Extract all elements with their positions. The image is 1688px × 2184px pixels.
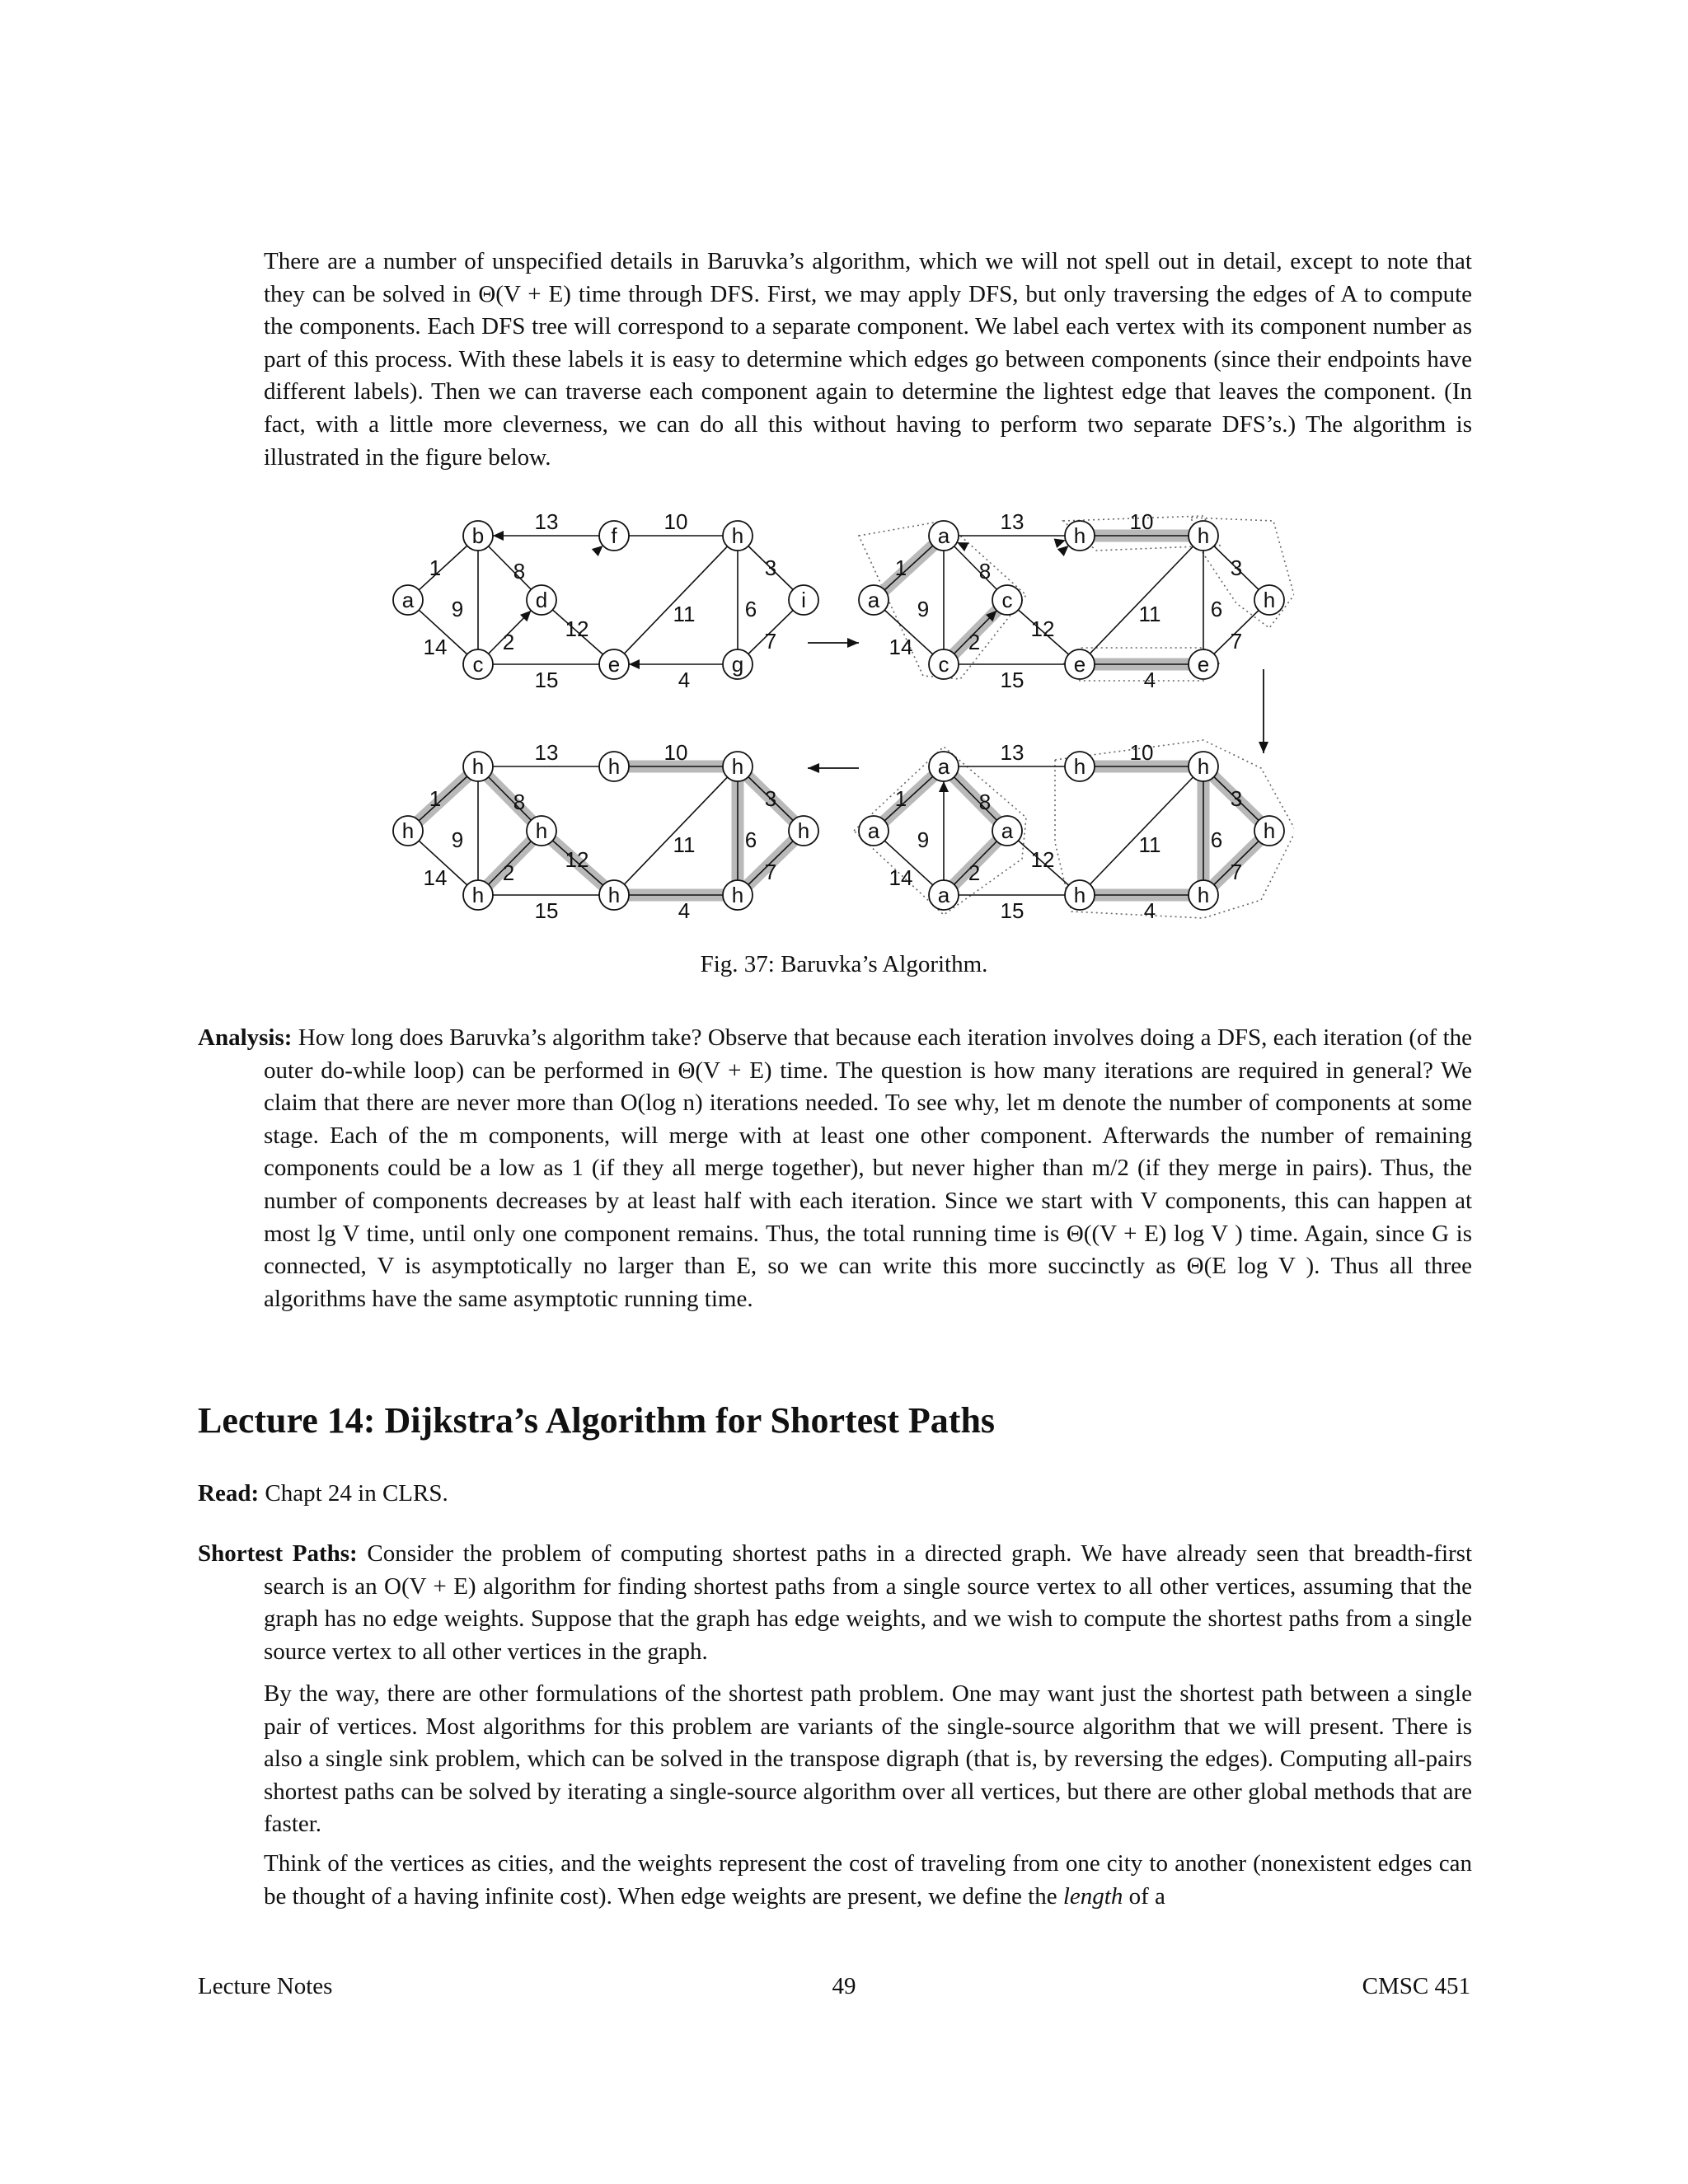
- vertex-label: h: [797, 818, 810, 843]
- vertex-label: g: [731, 652, 744, 677]
- graph-edge: [614, 766, 738, 895]
- edge-weight: 1: [429, 555, 442, 580]
- transition-arrowhead: [1259, 742, 1268, 753]
- paragraph-3-start: Think of the vertices as cities, and the weights represent the cost of traveling from one city to another (nonexistent edges can be thought of a having infinite cost). When edge weights are present, we define the: [264, 1850, 1472, 1910]
- edge-weight: 8: [513, 559, 526, 583]
- vertex-label: e: [1197, 652, 1210, 677]
- edge-weight: 12: [1030, 847, 1055, 872]
- edge-weight: 8: [978, 559, 992, 583]
- edge-weight: 3: [1230, 555, 1243, 580]
- vertex-label: h: [731, 883, 744, 907]
- figure-caption: Fig. 37: Baruvka’s Algorithm.: [700, 951, 988, 977]
- panel-2: [859, 509, 1294, 692]
- vertex-label: h: [731, 754, 744, 779]
- edge-weight: 8: [978, 790, 992, 814]
- edge-weight: 10: [1129, 509, 1154, 534]
- edge-arrowhead: [1054, 539, 1066, 548]
- edge-weight: 1: [894, 555, 907, 580]
- edge-weight: 2: [968, 860, 981, 885]
- edge-weight: 15: [534, 898, 559, 923]
- transition-arrowhead: [847, 638, 859, 648]
- vertex-label: h: [1263, 588, 1276, 612]
- edge-weight: 14: [889, 635, 913, 659]
- vertex-label: f: [611, 523, 617, 548]
- vertex-label: h: [401, 818, 415, 843]
- vertex-label: h: [471, 883, 485, 907]
- edge-weight: 11: [673, 832, 696, 857]
- shortest-paths-paragraph: [198, 1538, 1472, 1668]
- vertex-label: h: [607, 883, 621, 907]
- analysis-label: Analysis:: [198, 1024, 293, 1051]
- footer-left: Lecture Notes: [198, 1973, 333, 1999]
- shortest-paths-text: Consider the problem of computing shortest paths in a directed graph. We have already seen that breadth-first search is an O(V + E) algorithm for finding shortest paths from a single source vertex to all other vertices, assuming that the graph has no edge weights. Suppose that the graph has edge weights, and we wish to compute the shortest paths from a single source vertex to all other vertices in the graph.: [264, 1540, 1473, 1665]
- edge-weight: 2: [502, 860, 515, 885]
- vertex-label: b: [471, 523, 485, 548]
- edge-weight: 10: [1129, 740, 1154, 765]
- panel-4: [854, 740, 1294, 923]
- edge-weight: 4: [678, 668, 691, 692]
- edge-weight: 13: [534, 740, 559, 765]
- vertex-label: h: [1197, 754, 1210, 779]
- shortest-paths-label: Shortest Paths:: [198, 1540, 358, 1567]
- vertex-label: a: [937, 883, 950, 907]
- vertex-label: a: [867, 818, 880, 843]
- edge-weight: 9: [451, 597, 464, 621]
- vertex-label: a: [1001, 818, 1014, 843]
- vertex-label: h: [731, 523, 744, 548]
- edge-weight: 12: [565, 616, 589, 641]
- edge-weight: 7: [1230, 629, 1243, 654]
- edge-weight: 1: [429, 786, 442, 811]
- edge-arrowhead: [493, 531, 504, 541]
- vertex-label: c: [1001, 588, 1013, 612]
- graph-edge: [1080, 766, 1203, 895]
- edge-weight: 4: [1143, 898, 1156, 923]
- footer-page-number: 49: [832, 1973, 856, 1999]
- paragraph-3-end: of a: [1128, 1882, 1165, 1910]
- edge-weight: 11: [673, 602, 696, 626]
- vertex-label: h: [1263, 818, 1276, 843]
- edge-arrowhead: [629, 659, 640, 669]
- vertex-label: i: [801, 588, 806, 612]
- vertex-label: h: [1197, 523, 1210, 548]
- paragraph-3-italic: length: [1062, 1882, 1123, 1910]
- edge-weight: 4: [1143, 668, 1156, 692]
- vertex-label: a: [937, 523, 950, 548]
- graph-edge: [614, 536, 738, 664]
- vertex-label: a: [401, 588, 415, 612]
- edge-weight: 15: [534, 668, 559, 692]
- vertex-label: a: [937, 754, 950, 779]
- edge-weight: 2: [968, 630, 981, 654]
- edge-weight: 3: [764, 555, 777, 580]
- read-line: [198, 1477, 448, 1510]
- edge-weight: 7: [764, 860, 777, 884]
- edge-weight: 14: [423, 635, 448, 659]
- edge-weight: 6: [744, 597, 757, 621]
- graph-edge: [1080, 536, 1203, 664]
- analysis-text: How long does Baruvka’s algorithm take? Observe that because each iteration involves doing a DFS, each iteration (of the outer do-while loop) can be performed in Θ(V + E) time. The question is how many iterations are required in general? We claim that there are never more than O(log n) iterations needed. To see why, let m denote the number of components at some stage. Each of the m components, will merge with at least one other component. Afterwards the number of remaining components could be a low as 1 (if they all merge together), but never higher than m/2 (if they merge in pairs). Thus, the number of components decreases by at least half with each iteration. Since we start with V components, this can happen at most lg V time, until only one component remains. Thus, the total running time is Θ((V + E) log V ) time. Again, since G is connected, V is asymptotically no larger than E, so we can write this more succinctly as Θ(E log V ). Thus all three algorithms have the same asymptotic running time.: [264, 1024, 1472, 1312]
- edge-weight: 10: [663, 740, 688, 765]
- shortest-paths-paragraph-2: By the way, there are other formulations of the shortest path problem. One may want just the shortest path between a single pair of vertices. Most algorithms for this problem are variants of the single-source algorithm that we will present. There is also a single sink problem, which can be solved in the transpose digraph (that is, by reversing the edges). Computing all-pairs shortest paths can be solved by iterating a single-source algorithm over all vertices, but there are other global methods that are faster.: [264, 1680, 1472, 1838]
- edge-weight: 13: [534, 509, 559, 534]
- edge-weight: 3: [764, 786, 777, 811]
- footer-right: CMSC 451: [1362, 1973, 1470, 1999]
- vertex-label: h: [1073, 754, 1086, 779]
- edge-weight: 9: [917, 597, 930, 621]
- edge-weight: 10: [663, 509, 688, 534]
- edge-weight: 15: [1000, 668, 1025, 692]
- edge-weight: 6: [1210, 597, 1223, 621]
- baruvka-figure: [387, 504, 1294, 933]
- vertex-label: d: [535, 588, 548, 612]
- edge-arrowhead: [592, 546, 603, 556]
- edge-weight: 6: [744, 827, 757, 852]
- lecture-heading: Lecture 14: Dijkstra’s Algorithm for Shortest Paths: [198, 1400, 996, 1441]
- vertex-label: h: [1073, 523, 1086, 548]
- read-label: Read:: [198, 1480, 260, 1507]
- edge-weight: 9: [917, 827, 930, 852]
- shortest-paths-paragraph-3: [264, 1848, 1472, 1913]
- vertex-label: c: [938, 652, 950, 677]
- edge-weight: 13: [1000, 740, 1025, 765]
- edge-weight: 9: [451, 827, 464, 852]
- edge-weight: 13: [1000, 509, 1025, 534]
- edge-weight: 8: [513, 790, 526, 814]
- edge-weight: 12: [565, 847, 589, 872]
- edge-weight: 1: [894, 786, 907, 811]
- vertex-label: e: [1073, 652, 1086, 677]
- vertex-label: c: [472, 652, 484, 677]
- vertex-label: h: [471, 754, 485, 779]
- edge-arrowhead: [939, 781, 949, 792]
- edge-weight: 7: [1230, 860, 1243, 884]
- edge-weight: 2: [502, 630, 515, 654]
- read-text: Chapt 24 in CLRS.: [265, 1480, 448, 1507]
- vertex-label: h: [1197, 883, 1210, 907]
- vertex-label: h: [607, 754, 621, 779]
- vertex-label: h: [1073, 883, 1086, 907]
- edge-weight: 14: [423, 865, 448, 890]
- vertex-label: h: [535, 818, 548, 843]
- edge-arrowhead: [1057, 546, 1069, 556]
- edge-weight: 15: [1000, 898, 1025, 923]
- edge-weight: 12: [1030, 616, 1055, 641]
- edge-weight: 11: [1138, 602, 1161, 626]
- edge-weight: 4: [678, 898, 691, 923]
- edge-weight: 3: [1230, 786, 1243, 811]
- intro-paragraph: There are a number of unspecified details in Baruvka’s algorithm, which we will not spell out in detail, except to note that they can be solved in Θ(V + E) time through DFS. First, we may apply DFS, but only traversing the edges of A to compute the components. Each DFS tree will correspond to a separate component. We label each vertex with its component number as part of this process. With these labels it is easy to determine which edges go between components (since their endpoints have different labels). Then we can traverse each component again to determine the lightest edge that leaves the component. (In fact, with a little more cleverness, we can do all this without having to perform two separate DFS’s.) The algorithm is illustrated in the figure below.: [264, 248, 1472, 471]
- panel-1: [393, 509, 818, 692]
- panel-3: [393, 740, 818, 923]
- edge-weight: 14: [889, 865, 913, 890]
- vertex-label: a: [867, 588, 880, 612]
- transition-arrowhead: [808, 763, 819, 773]
- edge-weight: 6: [1210, 827, 1223, 852]
- edge-weight: 7: [764, 629, 777, 654]
- analysis-paragraph: [198, 1022, 1472, 1315]
- vertex-label: e: [607, 652, 621, 677]
- edge-weight: 11: [1138, 832, 1161, 857]
